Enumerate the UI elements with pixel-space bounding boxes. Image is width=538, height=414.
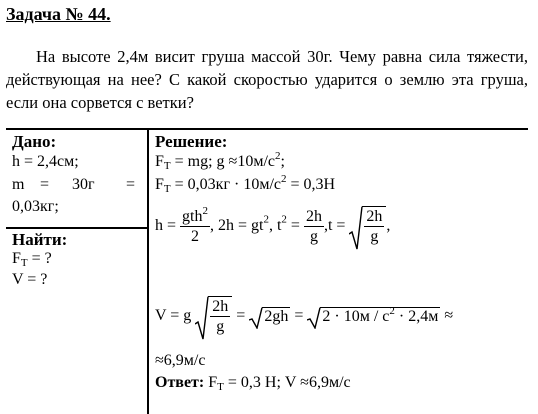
column-divider xyxy=(147,128,149,414)
fraction-height: $\frac{gth^2}{2}$ xyxy=(182,204,208,245)
given-mass-value: 30г xyxy=(72,176,95,193)
given-find-divider xyxy=(6,227,147,229)
problem-statement: На высоте 2,4м висит груша массой 30г. Чему равна сила тяжести, действующая на нее? С какой скоростью ударится о землю эта груша, если она сорвется с ветки? xyxy=(6,47,528,112)
find-header: Найти: xyxy=(12,230,68,249)
answer-line: Ответ: $F_Т = 0,3$ Н; V ≈6,9м/с xyxy=(155,374,351,393)
solution-eq4: V = g $\frac{2h}{g}$ = 2gh = $2 \cdot 10м / с^2 \cdot 2,4м$ ≈ xyxy=(155,296,453,344)
problem-title: Задача № 44. xyxy=(6,4,111,24)
given-mass-label: m xyxy=(12,176,25,193)
top-rule xyxy=(6,128,528,130)
given-height: h = 2,4см; xyxy=(12,153,79,170)
given-mass-eq2: = xyxy=(126,176,136,193)
radical-velocity: $\frac{2h}{g}$ xyxy=(195,296,232,336)
given-mass-kg: 0,03кг; xyxy=(12,198,59,215)
given-header: Дано: xyxy=(12,132,57,151)
find-velocity: V = ? xyxy=(12,271,48,288)
solution-eq3: h = $\frac{gth^2}{2}$ , $2h = gt^2$, $t^2$ = $\frac{2h}{g}$ ,t = $\frac{2h}{g}$ , xyxy=(155,206,390,252)
solution-header: Решение: xyxy=(155,132,228,151)
radical-sign-icon xyxy=(349,206,363,250)
answer-label: Ответ: xyxy=(155,374,205,391)
solution-eq5: ≈6,9м/с xyxy=(155,352,206,369)
radical-sign-icon xyxy=(195,296,209,340)
radical-2gh: 2gh xyxy=(249,307,290,326)
radical-sign-icon xyxy=(307,307,321,329)
radical-time: $\frac{2h}{g}$ xyxy=(349,206,386,246)
find-force: $F_Т$ = ? xyxy=(12,250,52,269)
radical-sign-icon xyxy=(249,307,263,329)
given-mass-eq: = xyxy=(40,176,50,193)
radical-numeric: $2 \cdot 10м / с^2 \cdot 2,4м$ xyxy=(307,307,440,326)
solution-eq2: $F_Т = 0,03кг \cdot 10м/с^2 = 0,3Н$ xyxy=(155,173,336,195)
solution-eq1: $F_Т$ = mg; $g \approx 10м/с^2$; xyxy=(155,150,285,172)
fraction-t-squared: $\frac{2h}{g}$ xyxy=(305,207,322,245)
